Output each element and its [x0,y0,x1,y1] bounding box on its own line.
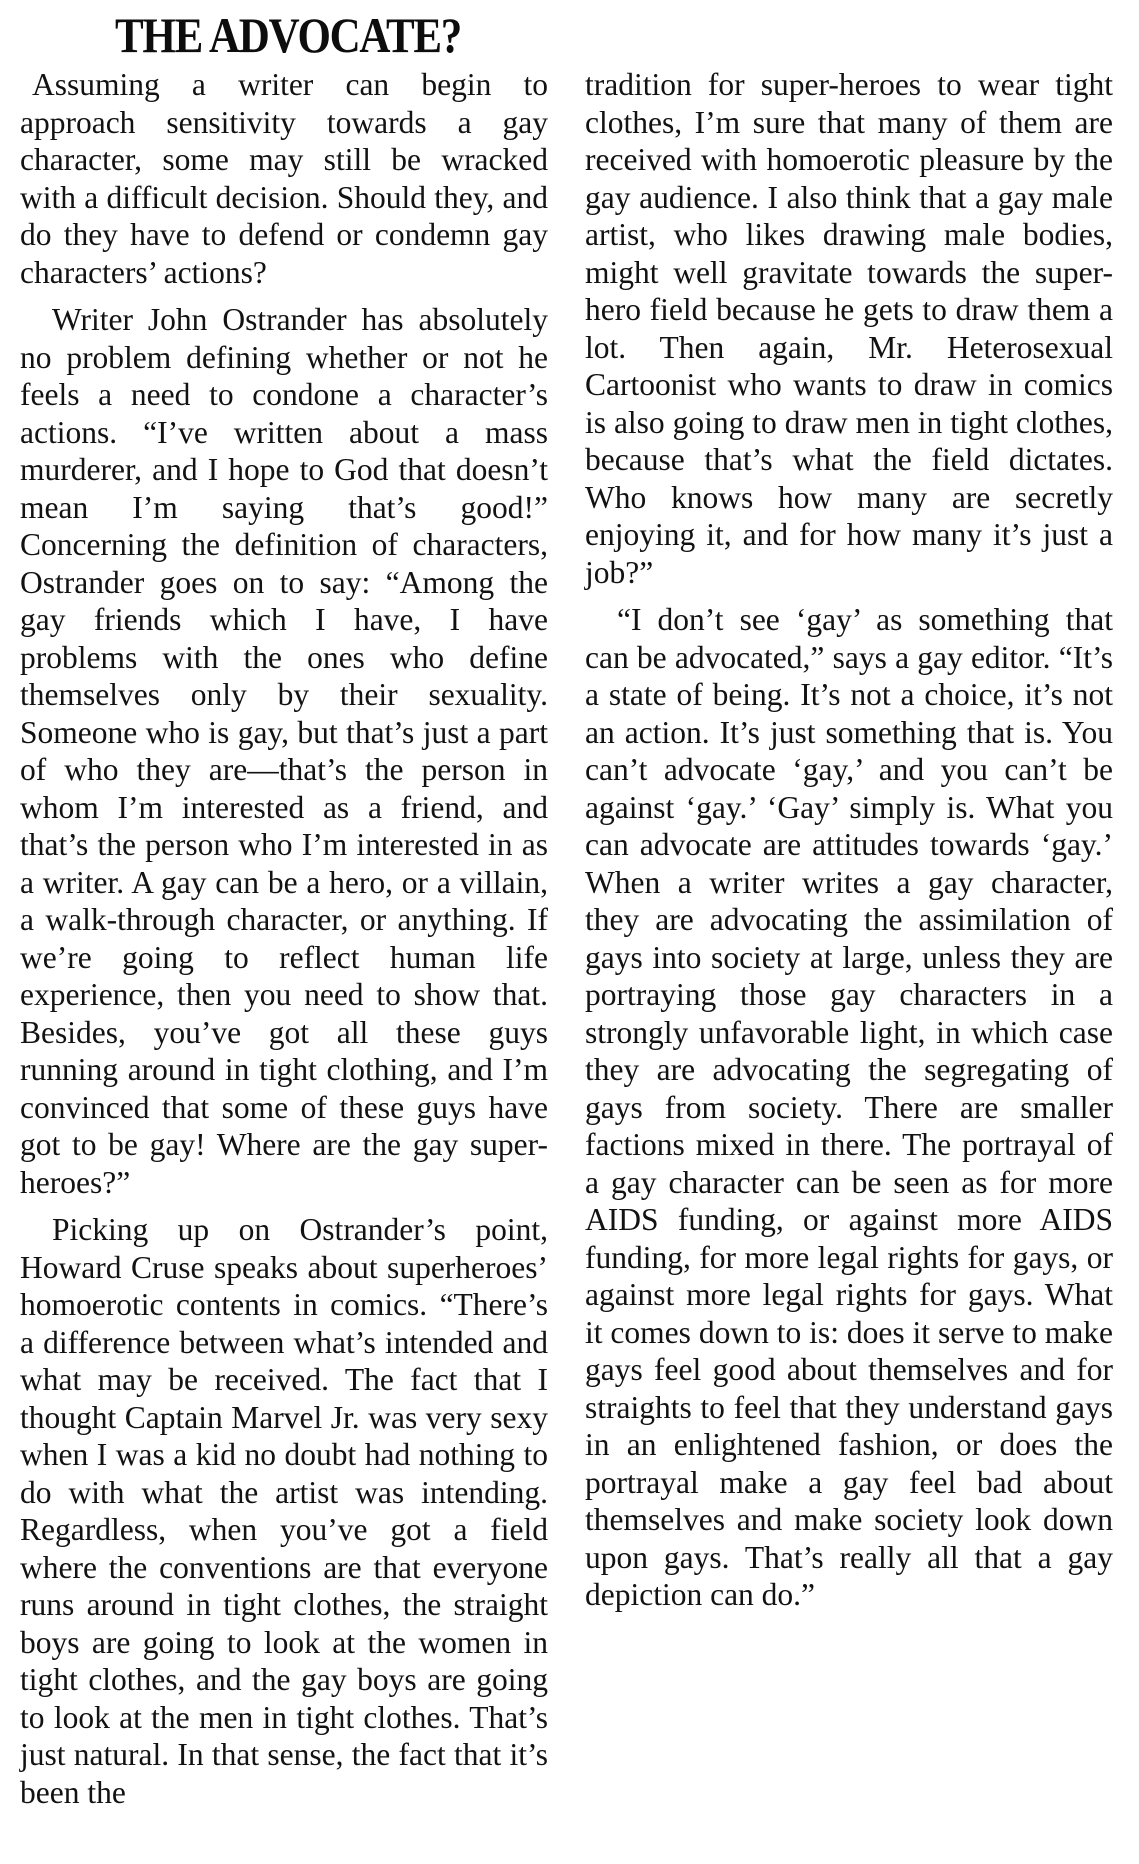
paragraph-cruse-continued: tradition for super-heroes to wear tight clothes, I’m sure that many of them are received with homoerotic pleasure by the gay audience. I also think that a gay male artist, who likes drawing male bodies, might well gravitate towards the super-hero field because he gets to draw them a lot. Then again, Mr. Heterosexual Cartoonist who wants to draw in comics is also going to draw men in tight clothes, because that’s what the field dictates. Who knows how many are secretly enjoying it, and for how many it’s just a job?” [585,67,1113,590]
left-column [20,66,548,1811]
paragraph-gay-editor: “I don’t see ‘gay’ as something that can be advocated,” says a gay editor. “It’s a state of being. It’s not a choice, it’s not an action. It’s just something that is. You can’t advocate ‘gay,’ and you can’t be against ‘gay.’ ‘Gay’ simply is. What you can advocate are attitudes towards ‘gay.’ When a writer writes a gay character, they are advocating the assimilation of gays into society at large, unless they are portraying those gay characters in a strongly unfavorable light, in which case they are advocating the segregating of gays from society. There are smaller factions mixed in there. The portrayal of a gay character can be seen as for more AIDS funding, or against more AIDS funding, for more legal rights for gays, or against more legal rights for gays. What it comes down to is: does it serve to make gays feel good about themselves and for straights to feel that they understand gays in an enlightened fashion, or does the portrayal make a gay feel bad about themselves and make society look down upon gays. That’s really all that a gay depiction can do.” [585,602,1113,1612]
right-column [585,66,1113,1614]
paragraph-intro: Assuming a writer can begin to approach sensitivity towards a gay character, some may still be wracked with a difficult decision. Should they, and do they have to defend or condemn gay characters’ actions? [20,67,548,290]
paragraph-ostrander: Writer John Ostrander has absolutely no problem defining whether or not he feels a need to condone a character’s actions. “I’ve written about a mass murderer, and I hope to God that doesn’t mean I’m saying that’s good!” Concerning the definition of characters, Ostrander goes on to say: “Among the gay friends which I have, I have problems with the ones who define themselves only by their sexuality. Someone who is gay, but that’s just a part of who they are—that’s the person in whom I’m interested as a friend, and that’s the person who I’m interested in as a writer. A gay can be a hero, or a villain, a walk-through character, or anything. If we’re going to reflect human life experience, then you need to show that. Besides, you’ve got all these guys running around in tight clothing, and I’m convinced that some of these guys have got to be gay! Where are the gay super-heroes?” [20,302,548,1200]
article-headline: THE ADVOCATE? [115,7,461,63]
paragraph-cruse: Picking up on Ostrander’s point, Howard Cruse speaks about superheroes’ homoerotic contents in comics. “There’s a difference between what’s intended and what may be received. The fact that I thought Captain Marvel Jr. was very sexy when I was a kid no doubt had nothing to do with what the artist was intending. Regardless, when you’ve got a field where the conventions are that everyone runs around in tight clothes, the straight boys are going to look at the women in tight clothes, and the gay boys are going to look at the men in tight clothes. That’s just natural. In that sense, the fact that it’s been the [20,1212,548,1810]
